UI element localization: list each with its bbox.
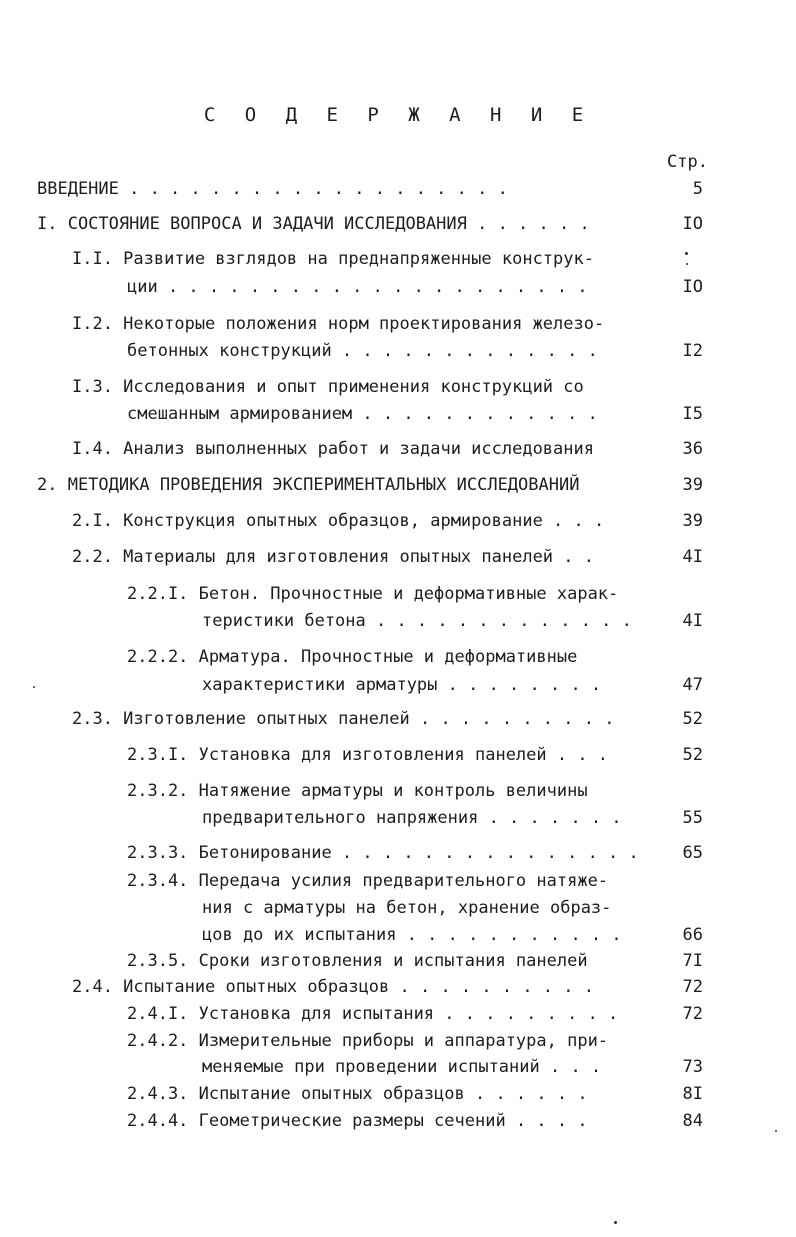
toc-entry-continuation: теристики бетона . . . . . . . . . . . . . [202, 611, 632, 631]
toc-entry-continuation: характеристики арматуры . . . . . . . . [202, 675, 602, 695]
toc-entry-title: 2.3.5. Сроки изготовления и испытания панелей [127, 951, 588, 971]
toc-page-number: IO [682, 277, 703, 297]
toc-entry-title: I.I. Развитие взглядов на преднапряженные конструк- [72, 249, 594, 269]
toc-page-number: 52 [682, 745, 703, 765]
toc-entry-title: ВВЕДЕНИЕ . . . . . . . . . . . . . . . . . . . [37, 179, 508, 199]
toc-page-number: 5 [692, 179, 703, 199]
toc-entry-title: I. СОСТОЯНИЕ ВОПРОСА И ЗАДАЧИ ИССЛЕДОВАНИЯ . . . . . . [37, 214, 590, 234]
toc-entry-continuation: ния с арматуры на бетон, хранение образ- [202, 898, 612, 918]
scan-speck [775, 1130, 777, 1132]
page-column-header: Стр. [667, 152, 708, 172]
toc-page-number: 8I [682, 1084, 703, 1104]
toc-page-number: 52 [682, 709, 703, 729]
toc-entry-continuation: цов до их испытания . . . . . . . . . . . [202, 925, 622, 945]
toc-entry-title: I.2. Некоторые положения норм проектирования железо- [72, 314, 605, 334]
toc-page-number: 39 [682, 511, 703, 531]
toc-entry-title: 2.4.I. Установка для испытания . . . . . . . . . [127, 1004, 619, 1024]
toc-page-number: 55 [682, 808, 703, 828]
toc-page-number: I5 [682, 404, 703, 424]
toc-page-number: 39 [682, 475, 703, 495]
scan-speck [614, 1221, 617, 1224]
toc-page-number: 4I [682, 611, 703, 631]
toc-page-number: 66 [682, 925, 703, 945]
toc-entry-title: 2.4.2. Измерительные приборы и аппаратура, при- [127, 1031, 609, 1051]
toc-page-number: 47 [682, 675, 703, 695]
toc-entry-title: I.4. Анализ выполненных работ и задачи исследования [72, 439, 594, 459]
toc-entry-continuation: меняемые при проведении испытаний . . . [202, 1057, 602, 1077]
scan-speck [33, 686, 35, 688]
toc-page-number: 73 [682, 1057, 703, 1077]
toc-entry-title: 2.2.2. Арматура. Прочностные и деформативные [127, 647, 578, 667]
toc-page-number: I2 [682, 341, 703, 361]
toc-entry-continuation: смешанным армированием . . . . . . . . . . . . [127, 404, 598, 424]
toc-entry-title: 2.I. Конструкция опытных образцов, армирование . . . [72, 511, 605, 531]
toc-page-number: 65 [682, 843, 703, 863]
scan-speck [686, 263, 688, 265]
toc-entry-title: 2.4. Испытание опытных образцов . . . . . . . . . . [72, 977, 594, 997]
scan-speck [685, 252, 688, 255]
toc-page-number: 7I [682, 951, 703, 971]
toc-page-number: 72 [682, 977, 703, 997]
toc-entry-title: 2.3. Изготовление опытных панелей . . . . . . . . . . [72, 709, 615, 729]
toc-entry-title: 2.3.I. Установка для изготовления панелей . . . [127, 745, 609, 765]
toc-entry-title: 2.3.2. Натяжение арматуры и контроль величины [127, 781, 588, 801]
toc-entry-title: 2.3.3. Бетонирование . . . . . . . . . . . . . . . [127, 843, 639, 863]
toc-entry-continuation: ции . . . . . . . . . . . . . . . . . . . . . [127, 277, 588, 297]
toc-entry-title: 2.4.3. Испытание опытных образцов . . . . . . [127, 1084, 588, 1104]
toc-page-number: 36 [682, 439, 703, 459]
toc-entry-title: 2.2. Материалы для изготовления опытных панелей . . [72, 547, 594, 567]
toc-page-number: 84 [682, 1111, 703, 1131]
toc-page-number: IO [682, 214, 703, 234]
toc-page-number: 72 [682, 1004, 703, 1024]
toc-page-number: 4I [682, 547, 703, 567]
toc-entry-continuation: предварительного напряжения . . . . . . . [202, 808, 622, 828]
toc-entry-title: 2.2.I. Бетон. Прочностные и деформативные харак- [127, 584, 619, 604]
toc-entry-title: 2. МЕТОДИКА ПРОВЕДЕНИЯ ЭКСПЕРИМЕНТАЛЬНЫХ ИССЛЕДОВАНИЙ [37, 475, 580, 495]
toc-entry-title: I.3. Исследования и опыт применения конструкций со [72, 377, 584, 397]
toc-entry-continuation: бетонных конструкций . . . . . . . . . . . . . [127, 341, 598, 361]
toc-entry-title: 2.3.4. Передача усилия предварительного натяже- [127, 871, 609, 891]
page-title: С О Д Е Р Ж А Н И Е [203, 104, 593, 126]
toc-entry-title: 2.4.4. Геометрические размеры сечений . . . . [127, 1111, 588, 1131]
